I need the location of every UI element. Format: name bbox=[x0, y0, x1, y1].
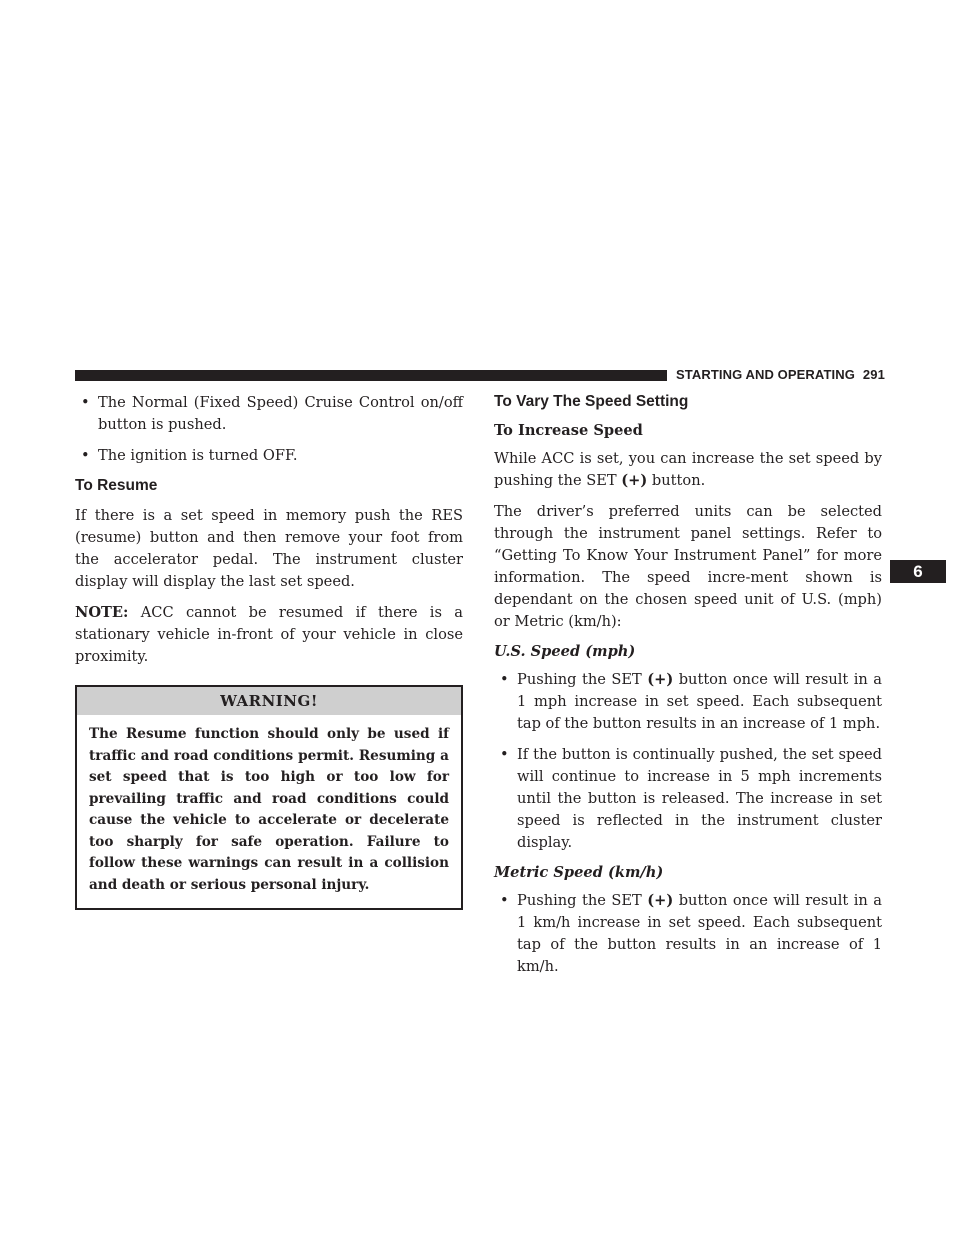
header-rule bbox=[75, 370, 667, 381]
right-column bbox=[494, 392, 882, 987]
bullet-item: • If the button is continually pushed, the set speed will continue to increase in 5 mph increments until the button is released. The increase in set speed is reflected in the instrument cluster display. bbox=[500, 746, 882, 851]
warning-title: WARNING! bbox=[77, 687, 461, 715]
note-paragraph: NOTE: ACC cannot be resumed if there is a stationary vehicle in-front of your vehicle in close proximity. bbox=[75, 604, 463, 665]
bullet-icon: • bbox=[500, 671, 509, 688]
section-title: STARTING AND OPERATING bbox=[676, 367, 855, 382]
warning-box bbox=[75, 685, 463, 910]
page-number: 291 bbox=[862, 367, 885, 382]
chapter-tab: 6 bbox=[890, 560, 946, 583]
note-label: NOTE: bbox=[75, 604, 129, 621]
bullet-icon: • bbox=[500, 746, 509, 763]
units-paragraph: The driver’s preferred units can be selected through the instrument panel settings. Refer to “Getting To Know Your Instrument Panel” for more information. The speed incre-ment shown is dependant on the chosen speed unit of U.S. (mph) or Metric (km/h): bbox=[494, 503, 882, 630]
bullet-icon: • bbox=[500, 892, 509, 909]
bullet-icon: • bbox=[81, 394, 90, 411]
resume-paragraph: If there is a set speed in memory push the RES (resume) button and then remove your foot from the accelerator pedal. The instrument cluster display will display the last set speed. bbox=[75, 507, 463, 590]
subheading-increase-speed: To Increase Speed bbox=[494, 422, 643, 439]
warning-text: The Resume function should only be used if traffic and road conditions permit. Resuming a set speed that is too high or too low for prevailing traffic and road conditions could cause the vehicle to accelerate or decelerate too sharply for safe operation. Failure to follow these warnings can result in a collision and death or serious personal injury. bbox=[89, 726, 449, 893]
bullet-item: • Pushing the SET (+) button once will result in a 1 mph increase in set speed. Each subsequent tap of the button results in an increase of 1 mph. bbox=[500, 671, 882, 732]
section-heading-vary-speed: To Vary The Speed Setting bbox=[494, 393, 689, 410]
bullet-icon: • bbox=[81, 447, 90, 464]
section-heading-resume: To Resume bbox=[75, 477, 158, 494]
running-header bbox=[676, 367, 885, 382]
bullet-item: • The ignition is turned OFF. bbox=[75, 445, 463, 467]
subheading-us-speed: U.S. Speed (mph) bbox=[494, 643, 636, 660]
left-column bbox=[75, 392, 463, 910]
increase-paragraph: While ACC is set, you can increase the set speed by pushing the SET (+) button. bbox=[494, 450, 882, 489]
bullet-item: • The Normal (Fixed Speed) Cruise Control on/off button is pushed. bbox=[81, 394, 463, 433]
subheading-metric-speed: Metric Speed (km/h) bbox=[494, 864, 664, 881]
bullet-item: • Pushing the SET (+) button once will result in a 1 km/h increase in set speed. Each subsequent tap of the button results in an increase of 1 km/h. bbox=[500, 892, 882, 975]
